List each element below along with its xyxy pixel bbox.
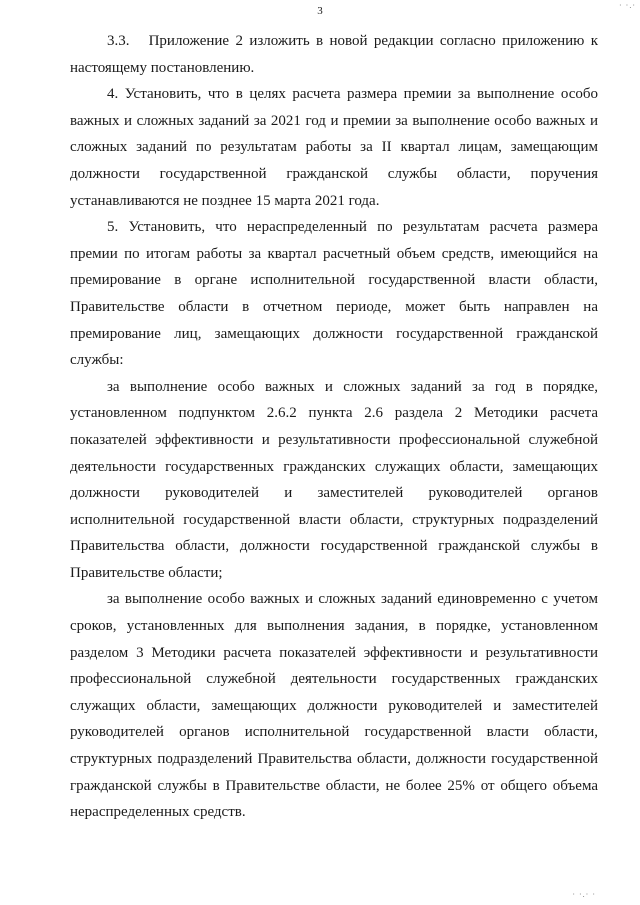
page-number: 3	[317, 5, 323, 17]
document-body	[70, 28, 598, 826]
paragraph-5-item-annual: за выполнение особо важных и сложных заданий за год в порядке, установленном подпунктом 2.6.2 пункта 2.6 раздела 2 Методики расчета показателей эффективности и результативности профессиональной служебной деятельности государственных гражданских служащих области, замещающих должности руководителей и заместителей руководителей органов исполнительной государственной власти области, структурных подразделений Правительства области, должности государственной гражданской службы в Правительстве области;	[70, 378, 598, 581]
paragraph-5: 5. Установить, что нераспределенный по результатам расчета размера премии по итогам работы за квартал расчетный объем средств, имеющийся на премирование в органе исполнительной государственной власти области, Правительстве области в отчетном периоде, может быть направлен на премирование лиц, замещающих должности государственной гражданской службы:	[70, 219, 598, 369]
scan-corner-mark-bottom: · ·.· ·	[572, 890, 596, 899]
scan-corner-mark-top: · ·.·	[619, 1, 636, 10]
paragraph-3-3: 3.3. Приложение 2 изложить в новой редакции согласно приложению к настоящему постановлению.	[70, 33, 598, 76]
paragraph-5-item-onetime: за выполнение особо важных и сложных заданий единовременно с учетом сроков, установленных для выполнения задания, в порядке, установленном разделом 3 Методики расчета показателей эффективности и результативности профессиональной служебной деятельности государственных гражданских служащих области, замещающих должности руководителей и заместителей руководителей органов исполнительной государственной власти области, структурных подразделений Правительства области, должности государственной гражданской службы в Правительстве области, не более 25% от общего объема нераспределенных средств.	[70, 591, 598, 821]
paragraph-4: 4. Установить, что в целях расчета размера премии за выполнение особо важных и сложных заданий за 2021 год и премии за выполнение особо важных и сложных заданий по результатам работы за II квартал лицам, замещающим должности государственной гражданской службы области, поручения устанавливаются не позднее 15 марта 2021 года.	[70, 86, 598, 209]
